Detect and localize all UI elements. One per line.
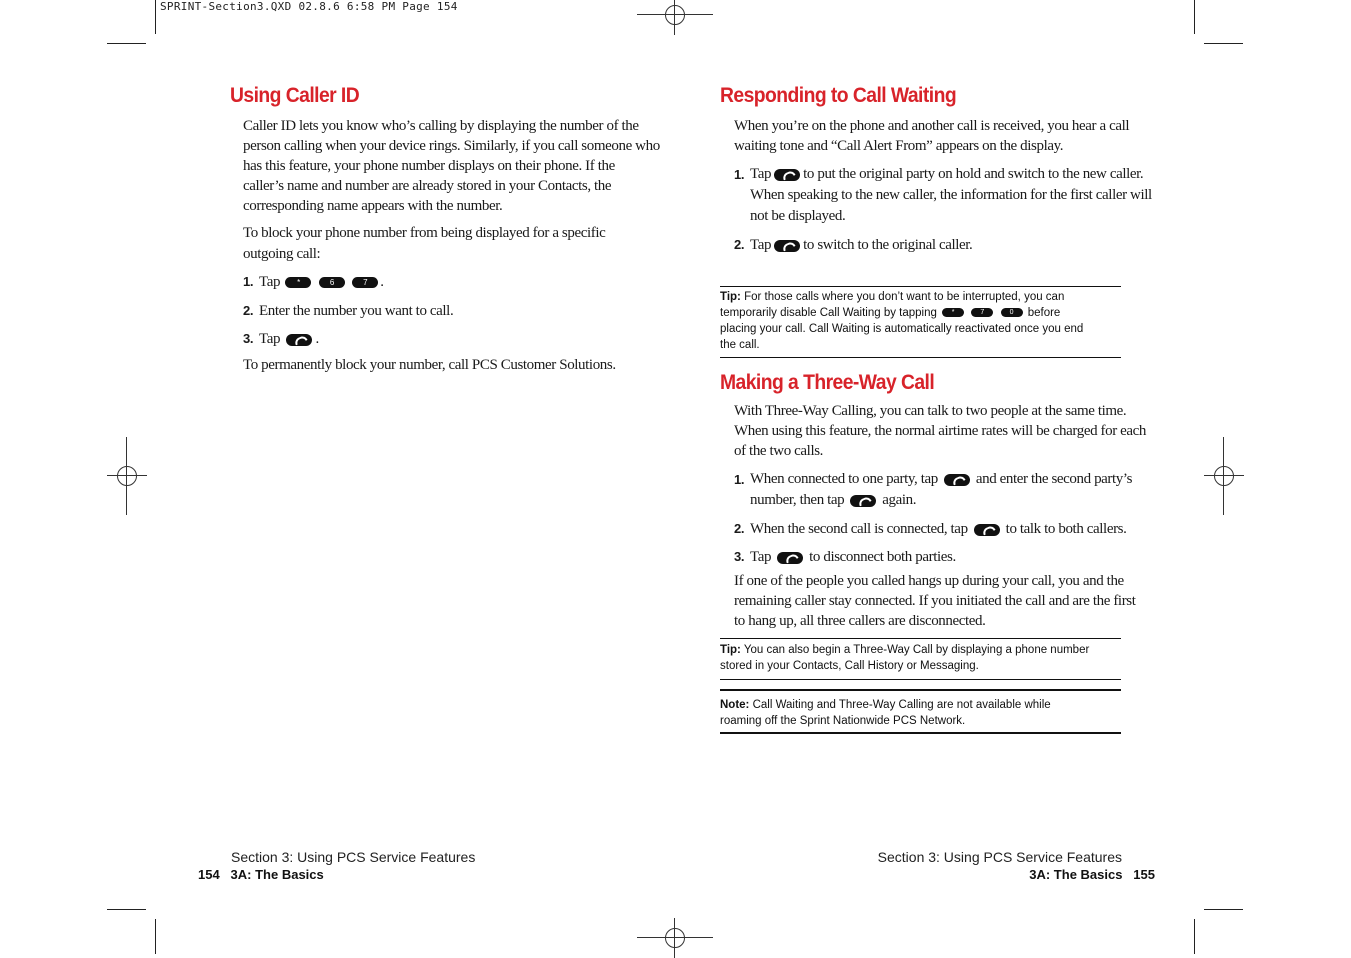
step-number: 3. xyxy=(734,549,745,564)
step-text: Tap xyxy=(750,166,772,182)
text-line: corresponding name appears with the number. xyxy=(243,198,503,214)
seven-key-icon: 7 xyxy=(971,308,993,317)
crop-mark xyxy=(1204,43,1243,44)
step-number: 1. xyxy=(734,167,745,182)
page-number: 155 xyxy=(1133,867,1155,882)
step-text: to talk to both callers. xyxy=(1005,521,1127,537)
step-number: 2. xyxy=(734,521,745,536)
tip-text: placing your call. Call Waiting is automatically reactivated once you end xyxy=(720,323,1084,335)
footer-page-left xyxy=(198,867,324,882)
step-text: Enter the number you want to call. xyxy=(259,303,454,319)
tip-text: before xyxy=(1027,307,1061,319)
footer-section-left: Section 3: Using PCS Service Features xyxy=(231,849,476,865)
step-number: 2. xyxy=(243,303,254,318)
note-text: Call Waiting and Three-Way Calling are not available while xyxy=(752,699,1051,711)
page-number: 154 xyxy=(198,867,220,882)
step-text: Tap xyxy=(750,549,772,565)
tip-label: Tip: xyxy=(720,291,741,303)
step-text: to disconnect both parties. xyxy=(809,549,956,565)
talk-key-icon xyxy=(774,169,800,181)
caller-id-step-3 xyxy=(243,328,319,350)
tip2-top-rule xyxy=(720,638,1121,639)
crop-mark xyxy=(155,919,156,954)
talk-key-icon xyxy=(944,474,970,486)
text-line: To block your phone number from being displayed for a specific xyxy=(243,225,606,241)
note-bottom-rule xyxy=(720,732,1121,734)
step-text: to put the original party on hold and switch to the new caller. xyxy=(803,166,1144,182)
text-line: When you’re on the phone and another call is received, you hear a call xyxy=(734,118,1130,134)
star-key-icon: * xyxy=(285,277,311,288)
crop-mark xyxy=(1194,0,1195,34)
step-text: to switch to the original caller. xyxy=(803,237,973,253)
footer-section-right: Section 3: Using PCS Service Features xyxy=(877,849,1122,865)
registration-mark xyxy=(655,0,695,35)
print-slug: SPRINT-Section3.QXD 02.8.6 6:58 PM Page 154 xyxy=(160,0,458,13)
text-line: With Three-Way Calling, you can talk to two people at the same time. xyxy=(734,403,1127,419)
chapter-label: 3A: The Basics xyxy=(230,867,324,882)
chapter-label: 3A: The Basics xyxy=(1029,867,1123,882)
heading-three-way-call: Making a Three-Way Call xyxy=(720,371,935,394)
step-text: Tap xyxy=(259,331,281,347)
zero-key-icon: 0 xyxy=(1001,308,1023,317)
tip-disable-call-waiting xyxy=(720,289,1121,353)
caller-id-step-1 xyxy=(243,271,384,293)
three-way-step-3 xyxy=(734,546,956,568)
caller-id-intro xyxy=(243,116,660,216)
step-text: . xyxy=(380,274,384,290)
crop-mark xyxy=(107,909,146,910)
tip-top-rule xyxy=(720,286,1121,287)
call-waiting-step-2 xyxy=(734,234,972,256)
six-key-icon: 6 xyxy=(319,277,345,288)
crop-mark xyxy=(1204,909,1243,910)
step-number: 2. xyxy=(734,237,745,252)
crop-mark xyxy=(1194,919,1195,954)
talk-key-icon xyxy=(777,552,803,564)
text-line: When using this feature, the normal airtime rates will be charged for each xyxy=(734,423,1147,439)
star-key-icon: * xyxy=(942,308,964,317)
step-text: number, then tap xyxy=(750,492,845,508)
step-text: When the second call is connected, tap xyxy=(750,521,968,537)
registration-mark xyxy=(655,918,695,958)
tip-bottom-rule xyxy=(720,357,1121,358)
three-way-step-1 xyxy=(734,469,1132,511)
registration-mark xyxy=(107,456,147,496)
step-text: Tap xyxy=(750,237,772,253)
crop-mark xyxy=(155,0,156,34)
tip-three-way-contacts xyxy=(720,642,1121,674)
note-label: Note: xyxy=(720,699,750,711)
caller-id-step-2 xyxy=(243,300,453,322)
text-line: of the two calls. xyxy=(734,443,824,459)
tip-text: You can also begin a Three-Way Call by displaying a phone number xyxy=(743,644,1090,656)
text-line: caller’s name and number are already stored in your Contacts, the xyxy=(243,178,612,194)
tip-text: the call. xyxy=(720,339,760,351)
text-line: waiting tone and “Call Alert From” appears on the display. xyxy=(734,138,1064,154)
footer-page-right xyxy=(1029,867,1155,882)
step-number: 3. xyxy=(243,331,254,346)
talk-key-icon xyxy=(974,524,1000,536)
step-number: 1. xyxy=(243,274,254,289)
step-number: 1. xyxy=(734,472,745,487)
heading-call-waiting: Responding to Call Waiting xyxy=(720,84,957,107)
text-line: remaining caller stay connected. If you initiated the call and are the first xyxy=(734,593,1136,609)
step-text: When connected to one party, tap xyxy=(750,471,938,487)
seven-key-icon: 7 xyxy=(352,277,378,288)
permanent-block-note: To permanently block your number, call PCS Customer Solutions. xyxy=(243,357,616,373)
text-line: has this feature, your phone number displays on their phone. If the xyxy=(243,158,615,174)
registration-mark xyxy=(1204,456,1244,496)
text-line: If one of the people you called hangs up during your call, you and the xyxy=(734,573,1124,589)
three-way-intro xyxy=(734,401,1146,461)
tip-text: stored in your Contacts, Call History or Messaging. xyxy=(720,660,979,672)
step-text: not be displayed. xyxy=(750,208,846,224)
talk-key-icon xyxy=(850,495,876,507)
three-way-step-2 xyxy=(734,518,1126,540)
step-text: again. xyxy=(882,492,917,508)
step-text: Tap xyxy=(259,274,281,290)
talk-key-icon xyxy=(286,334,312,346)
note-top-rule xyxy=(720,689,1121,691)
tip2-bottom-rule xyxy=(720,679,1121,680)
note-text: roaming off the Sprint Nationwide PCS Network. xyxy=(720,715,966,727)
note-roaming xyxy=(720,697,1121,729)
block-number-intro xyxy=(243,223,605,265)
tip-text: For those calls where you don’t want to be interrupted, you can xyxy=(744,291,1065,303)
step-text: . xyxy=(315,331,319,347)
step-text: When speaking to the new caller, the information for the first caller will xyxy=(750,187,1152,203)
call-waiting-step-1 xyxy=(734,164,1152,227)
call-waiting-intro xyxy=(734,116,1129,156)
crop-mark xyxy=(107,43,146,44)
text-line: Caller ID lets you know who’s calling by displaying the number of the xyxy=(243,118,639,134)
tip-text: temporarily disable Call Waiting by tapping xyxy=(720,307,937,319)
text-line: to hang up, all three callers are disconnected. xyxy=(734,613,986,629)
text-line: person calling when your device rings. Similarly, if you call someone who xyxy=(243,138,660,154)
three-way-hangup-note xyxy=(734,571,1136,631)
step-text: and enter the second party’s xyxy=(975,471,1133,487)
tip-label: Tip: xyxy=(720,644,741,656)
talk-key-icon xyxy=(774,240,800,252)
heading-using-caller-id: Using Caller ID xyxy=(230,84,360,107)
text-line: outgoing call: xyxy=(243,246,321,262)
